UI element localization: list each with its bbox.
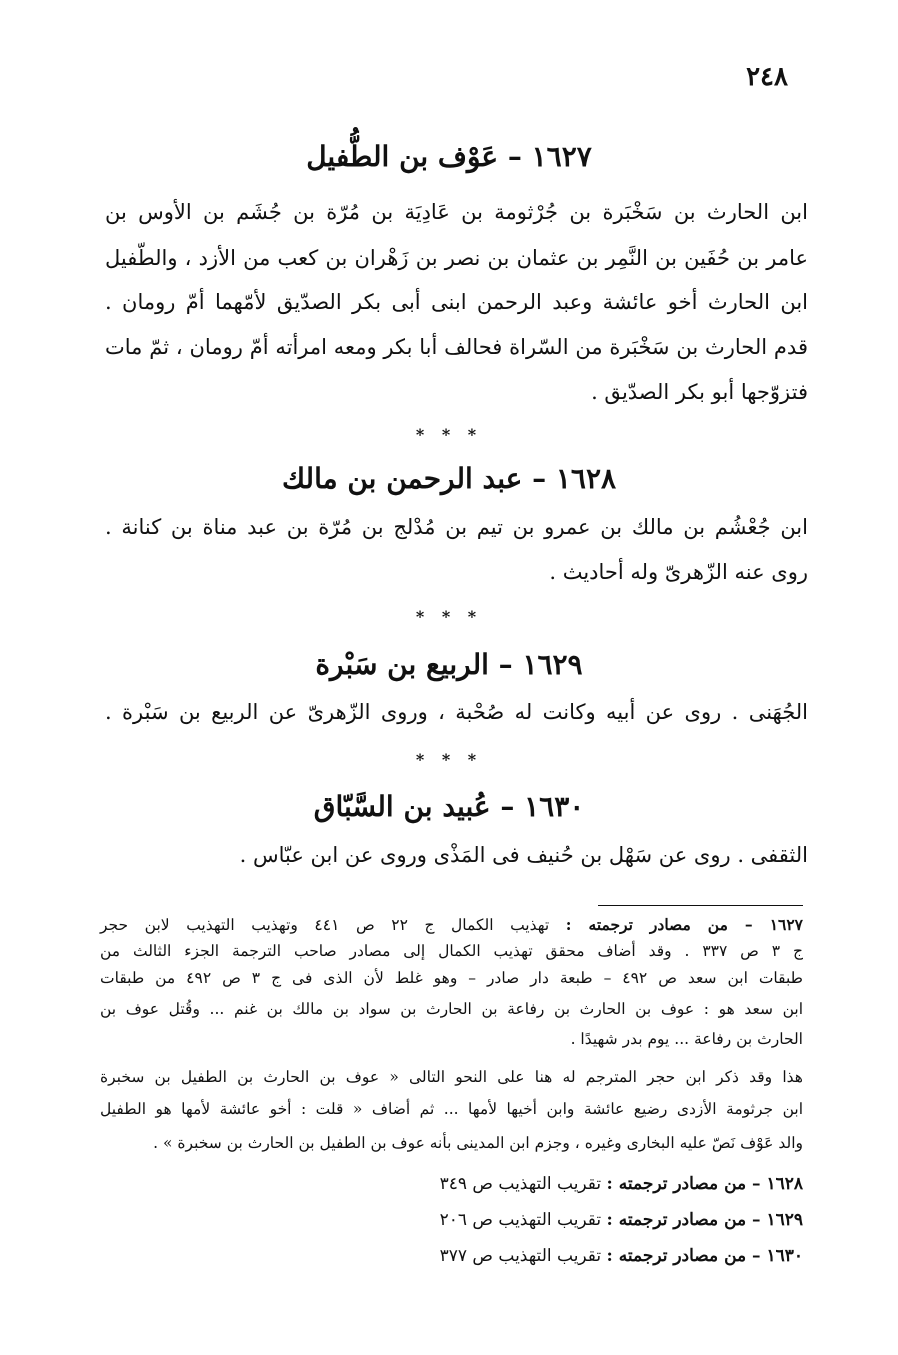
entry-1628-line: روى عنه الزّهرىّ وله أحاديث . <box>549 560 808 584</box>
section-separator: * * * <box>415 750 483 769</box>
footnote-1627-line: طبقات ابن سعد ص ٤٩٢ – طبعة دار صادر – وهو غلط لأن الذى فى ج ٣ ص ٤٩٢ من طبقات <box>100 969 803 987</box>
entry-1627-line: ابن الحارث أخو عائشة وعبد الرحمن ابنى أبى بكر الصدّيق لأمّهما أمّ رومان . <box>105 290 808 314</box>
entry-1628-line: ابن جُعْشُم بن مالك بن عمرو بن تيم بن مُدْلج بن مُرّة بن عبد مناة بن كنانة . <box>105 515 808 539</box>
entry-title-1627: ١٦٢٧ – عَوْف بن الطُّفيل <box>306 140 592 173</box>
footnote-1627-line: الحارث بن رفاعة ... يوم بدر شهيدًا . <box>570 1030 803 1048</box>
footnote-1627-text: تهذيب الكمال ج ٢٢ ص ٤٤١ وتهذيب التهذيب لابن حجر <box>100 916 550 934</box>
footnote-addendum-line: ابن جرثومة الأزدى رضيع عائشة وابن أخيها لأمها ... ثم أضاف « قلت : أخو عائشة لأمها هو الطفيل <box>100 1100 803 1118</box>
footnote-1628 <box>440 1174 803 1194</box>
entry-1627-line: عامر بن حُفَين بن النَّمِر بن عثمان بن نصر بن زَهْران بن كعب من الأزد ، والطّفيل <box>105 246 808 270</box>
footnote-1628-text: تقريب التهذيب ص ٣٤٩ <box>439 1174 602 1194</box>
footnote-1630 <box>440 1246 803 1266</box>
entry-title-1629: ١٦٢٩ – الربيع بن سَبْرة <box>315 648 583 681</box>
section-separator: * * * <box>415 607 483 626</box>
entry-1630-line: الثقفى . روى عن سَهْل بن حُنيف فى المَذْى وروى عن ابن عبّاس . <box>239 843 808 867</box>
footnote-1629-text: تقريب التهذيب ص ٢٠٦ <box>439 1210 602 1230</box>
footnote-1627-line: ابن سعد هو : عوف بن الحارث بن رفاعة بن الحارث بن سواد بن مالك بن غنم ... وقُتل عوف بن <box>100 1000 803 1018</box>
entry-1627-line: ابن الحارث بن سَخْبَرة بن جُرْثومة بن عَادِيَة بن مُرّة بن جُشَم بن الأوس بن <box>105 200 808 224</box>
footnote-1628-lead: ١٦٢٨ – من مصادر ترجمته : <box>606 1174 803 1194</box>
footnote-addendum-line: هذا وقد ذكر ابن حجر المترجم له هنا على النحو التالى « عوف بن الحارث بن الطفيل بن سخبرة <box>100 1068 803 1086</box>
footnote-addendum-line: والد عَوْف نَصّ عليه البخارى وغيره ، وجزم ابن المدينى بأنه عوف بن الطفيل بن الحارث بن سخبرة » . <box>153 1134 803 1152</box>
footnote-1630-text: تقريب التهذيب ص ٣٧٧ <box>439 1246 602 1266</box>
footnote-1629 <box>440 1210 803 1230</box>
footnote-1627-line: ج ٣ ص ٣٣٧ . وقد أضاف محقق تهذيب الكمال إلى مصادر صاحب الترجمة الجزء الثالث من <box>100 942 804 960</box>
entry-title-1628: ١٦٢٨ – عبد الرحمن بن مالك <box>281 462 617 495</box>
footnote-1627-lead: ١٦٢٧ – من مصادر ترجمته : <box>565 915 804 934</box>
footnote-rule <box>598 905 803 906</box>
footnote-1630-lead: ١٦٣٠ – من مصادر ترجمته : <box>606 1246 803 1266</box>
entry-1629-line: الجُهَنى . روى عن أبيه وكانت له صُحْبة ، وروى الزّهرىّ عن الربيع بن سَبْرة . <box>105 700 808 724</box>
footnote-1629-lead: ١٦٢٩ – من مصادر ترجمته : <box>606 1210 803 1230</box>
section-separator: * * * <box>415 425 483 444</box>
page-number: ٢٤٨ <box>746 62 788 92</box>
entry-1627-line: قدم الحارث بن سَخْبَرة من السّراة فحالف أبا بكر ومعه امرأته أمّ رومان ، ثمّ مات <box>105 335 808 359</box>
entry-1627-line: فتزوّجها أبو بكر الصدّيق . <box>591 380 808 404</box>
entry-title-1630: ١٦٣٠ – عُبيد بن السَّبّاق <box>313 790 585 823</box>
footnote-1627-line <box>100 915 803 934</box>
